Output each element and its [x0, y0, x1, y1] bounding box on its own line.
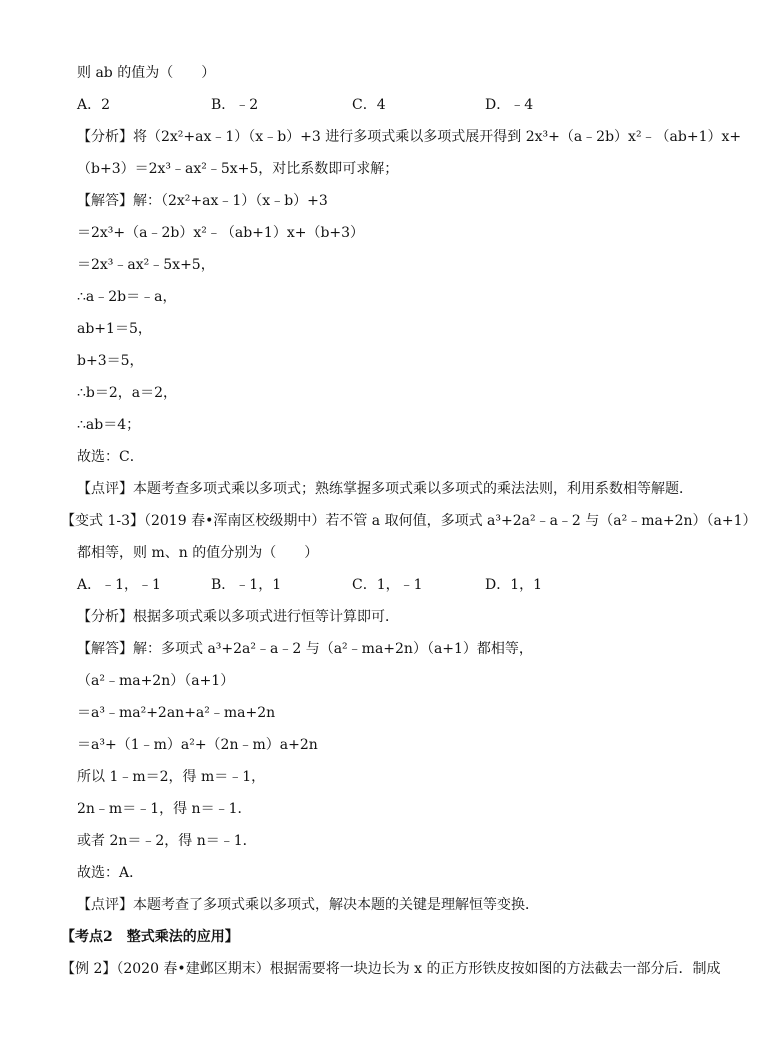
analysis-line: 【分析】根据多项式乘以多项式进行恒等计算即可．: [77, 609, 399, 625]
solution-line: 所以 1﹣m＝2，得 m＝﹣1，: [77, 769, 266, 785]
variant-title-line-2: 都相等，则 m、n 的值分别为（ ）: [77, 545, 319, 561]
solution-line: ∴b＝2，a＝2，: [77, 385, 178, 401]
analysis-line-2: （b+3）＝2x³﹣ax²﹣5x+5，对比系数即可求解；: [77, 161, 399, 177]
solution-line: （a²﹣ma+2n）（a+1）: [77, 673, 235, 689]
solution-line: ab+1＝5，: [77, 321, 152, 337]
comment-line: 【点评】本题考查多项式乘以多项式；熟练掌握多项式乘以多项式的乘法法则，利用系数相等解题．: [77, 481, 693, 497]
comment-line: 【点评】本题考查了多项式乘以多项式，解决本题的关键是理解恒等变换．: [77, 897, 539, 913]
option-b: B．﹣2: [211, 97, 259, 113]
option-b: B．﹣1，1: [211, 577, 282, 593]
solution-line: 或者 2n＝﹣2，得 n＝﹣1．: [77, 833, 257, 849]
solution-line: 【解答】解：多项式 a³+2a²﹣a﹣2 与（a²﹣ma+2n）（a+1）都相等，: [77, 641, 533, 657]
solution-line: ＝2x³﹣ax²﹣5x+5，: [77, 257, 215, 273]
option-a: A．﹣1，﹣1: [77, 577, 161, 593]
option-c: C．1，﹣1: [352, 577, 423, 593]
solution-line: 故选：C．: [77, 449, 144, 465]
solution-line: 故选：A．: [77, 865, 144, 881]
solution-line: ＝a³+（1﹣m）a²+（2n﹣m）a+2n: [77, 737, 318, 753]
solution-line: b+3＝5，: [77, 353, 144, 369]
question-tail: 则 ab 的值为（ ）: [77, 65, 216, 81]
option-d: D．1，1: [485, 577, 543, 593]
section-heading: 【考点2 整式乘法的应用】: [61, 929, 239, 945]
solution-line: ＝a³﹣ma²+2an+a²﹣ma+2n: [77, 705, 276, 721]
option-c: C．4: [352, 97, 386, 113]
option-d: D．﹣4: [485, 97, 534, 113]
solution-line: ∴ab＝4；: [77, 417, 141, 433]
example-line: 【例 2】（2020 春•建邺区期末）根据需要将一块边长为 x 的正方形铁皮按如图的方法截去一部分后．制成: [61, 961, 721, 977]
solution-line: ∴a﹣2b＝﹣a，: [77, 289, 177, 305]
analysis-line-1: 【分析】将（2x²+ax﹣1）（x﹣b）+3 进行多项式乘以多项式展开得到 2x³+（a﹣2b）x²﹣（ab+1）x+: [77, 129, 742, 145]
solution-line: 【解答】解：（2x²+ax﹣1）（x﹣b）+3: [77, 193, 328, 209]
solution-line: 2n﹣m＝﹣1，得 n＝﹣1．: [77, 801, 252, 817]
option-a: A．2: [77, 97, 111, 113]
variant-title-line-1: 【变式 1-3】（2019 春•浑南区校级期中）若不管 a 取何值，多项式 a³+2a²﹣a﹣2 与（a²﹣ma+2n）（a+1）: [61, 513, 757, 529]
solution-line: ＝2x³+（a﹣2b）x²﹣（ab+1）x+（b+3）: [77, 225, 365, 241]
